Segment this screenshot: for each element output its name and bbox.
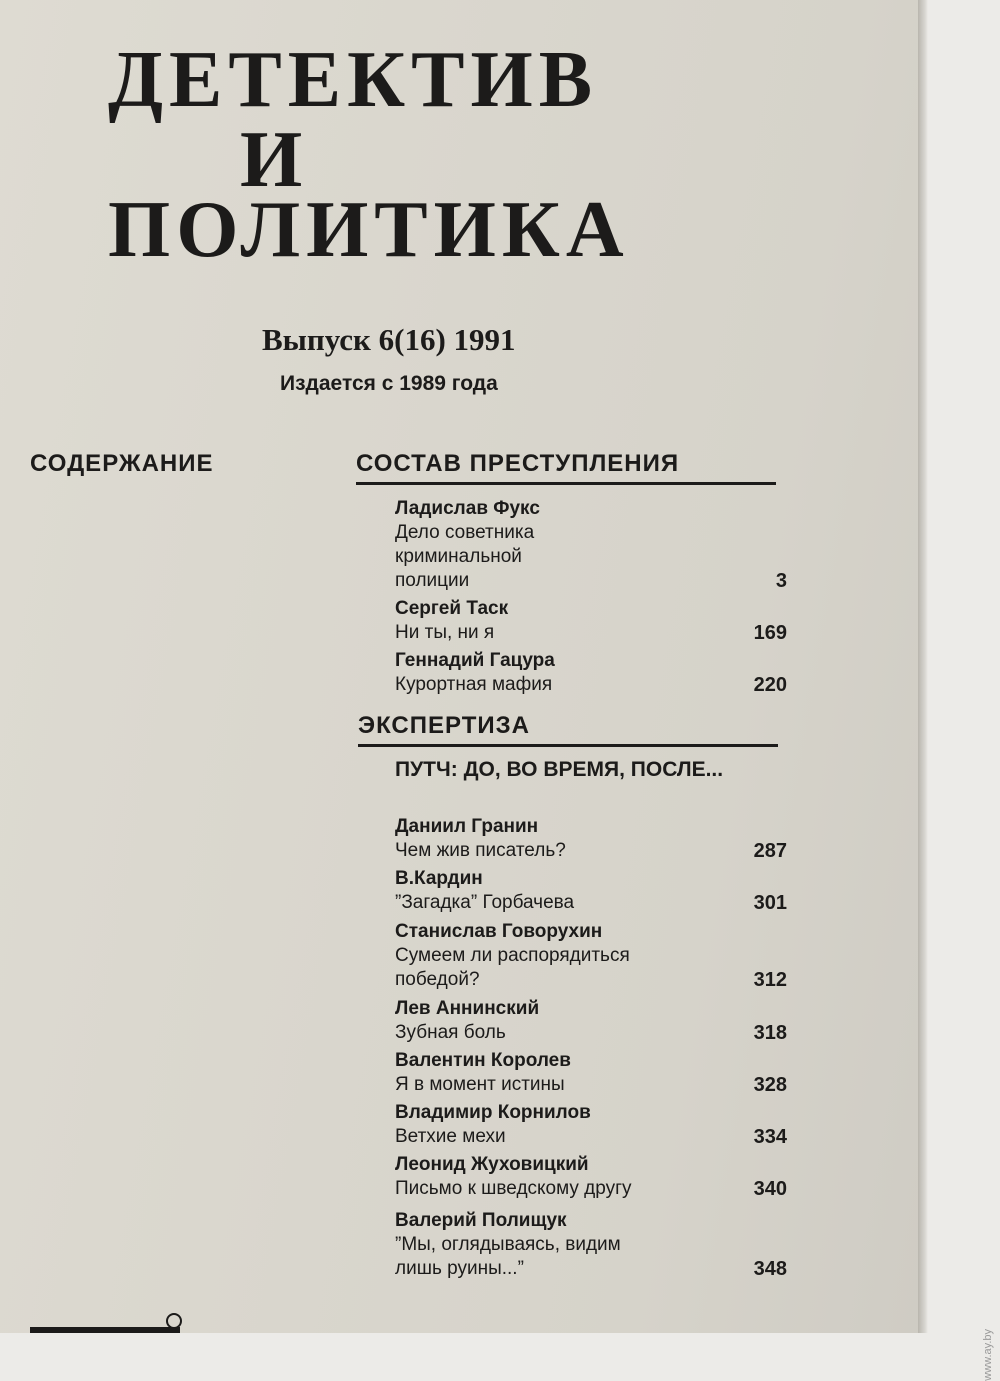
title-line-2: И <box>240 116 309 204</box>
entry-page: 3 <box>775 570 787 592</box>
entry-page: 301 <box>753 892 787 914</box>
entry-title: Я в момент истины <box>395 1074 565 1095</box>
toc-entry <box>395 1049 787 1097</box>
entry-title: Курортная мафия <box>395 674 553 695</box>
toc-entry <box>395 597 787 645</box>
entry-author: Даниил Гранин <box>395 816 539 837</box>
entry-author: Геннадий Гацура <box>395 650 555 671</box>
toc-entry <box>395 1209 787 1281</box>
toc-entry <box>395 649 787 697</box>
entry-page: 220 <box>753 674 787 696</box>
toc-entry <box>395 920 787 992</box>
entry-author: Станислав Говорухин <box>395 921 603 942</box>
entry-page: 169 <box>753 622 787 644</box>
section-subheading: ПУТЧ: ДО, ВО ВРЕМЯ, ПОСЛЕ... <box>395 758 724 781</box>
entry-title: Ветхие мехи <box>395 1126 506 1147</box>
contents-label: СОДЕРЖАНИЕ <box>30 450 214 477</box>
entry-author: Владимир Корнилов <box>395 1102 591 1123</box>
entry-page: 340 <box>753 1178 787 1200</box>
toc-entry <box>395 815 787 863</box>
entry-author: Ладислав Фукс <box>395 498 540 519</box>
entry-title: Письмо к шведскому другу <box>395 1178 632 1199</box>
title-line-3: ПОЛИТИКА <box>108 186 630 274</box>
title-line-1: ДЕТЕКТИВ <box>108 36 599 124</box>
entry-title: Ни ты, ни я <box>395 622 495 643</box>
toc-entry <box>395 1101 787 1149</box>
entry-author: Валентин Королев <box>395 1050 571 1071</box>
entry-page: 334 <box>753 1126 787 1148</box>
entry-title: Дело советника криминальной полиции <box>395 522 535 591</box>
toc-entry <box>395 1153 787 1201</box>
publication-since: Издается с 1989 года <box>280 372 498 395</box>
publisher-mark-icon <box>166 1313 182 1329</box>
entry-author: В.Кардин <box>395 868 483 889</box>
toc-entry <box>395 997 787 1045</box>
watermark: www.ay.by <box>982 1329 994 1381</box>
toc-entry <box>395 497 787 593</box>
entry-author: Лев Аннинский <box>395 998 540 1019</box>
entry-author: Сергей Таск <box>395 598 509 619</box>
entry-page: 312 <box>753 969 787 991</box>
section-heading-1: СОСТАВ ПРЕСТУПЛЕНИЯ <box>356 450 776 485</box>
entry-page: 348 <box>753 1258 787 1280</box>
entry-author: Валерий Полищук <box>395 1210 567 1231</box>
entry-title: Зубная боль <box>395 1022 506 1043</box>
entry-page: 287 <box>753 840 787 862</box>
toc-entry <box>395 867 787 915</box>
publisher-bar <box>30 1327 180 1333</box>
page-edge <box>918 0 928 1333</box>
entry-title: ”Мы, оглядываясь, видим лишь руины...” <box>395 1234 621 1279</box>
entry-title: Чем жив писатель? <box>395 840 566 861</box>
entry-page: 328 <box>753 1074 787 1096</box>
issue-number: Выпуск 6(16) 1991 <box>262 322 516 357</box>
section-heading-2: ЭКСПЕРТИЗА <box>358 712 778 747</box>
entry-author: Леонид Жуховицкий <box>395 1154 589 1175</box>
entry-page: 318 <box>753 1022 787 1044</box>
entry-title: ”Загадка” Горбачева <box>395 892 575 913</box>
entry-title: Сумеем ли распорядиться победой? <box>395 945 630 990</box>
